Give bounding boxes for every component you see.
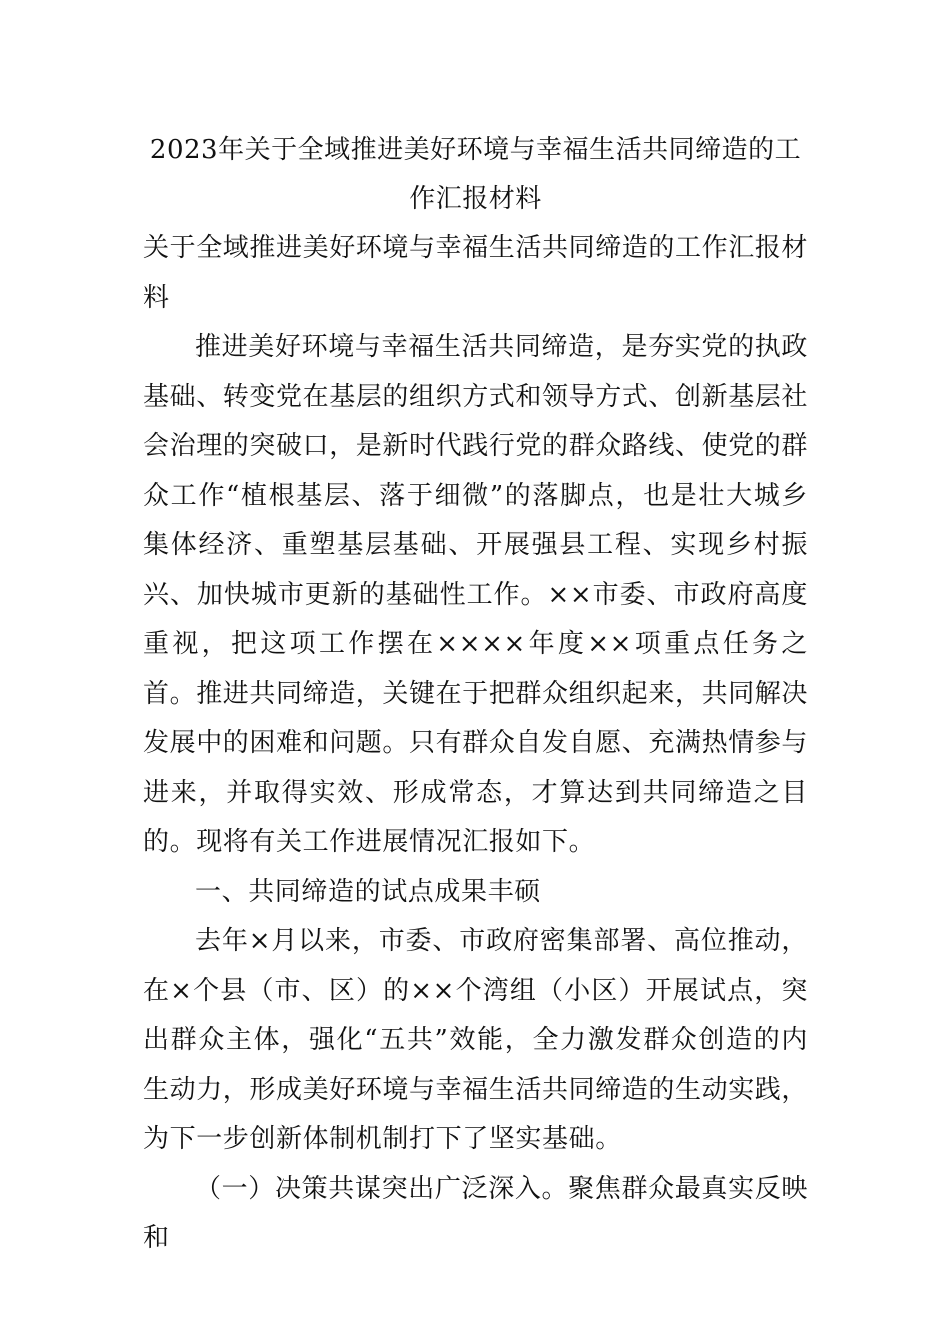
paragraph-intro: 推进美好环境与幸福生活共同缔造，是夯实党的执政基础、转变党在基层的组织方式和领导方式、创新基层社会治理的突破口，是新时代践行党的群众路线、使党的群众工作“植根基层、落于细微”的落脚点，也是壮大城乡集体经济、重塑基层基础、开展强县工程、实现乡村振兴、加快城市更新的基础性工作。××市委、市政府高度重视，把这项工作摆在××××年度××项重点任务之首。推进共同缔造，关键在于把群众组织起来，共同解决发展中的困难和问题。只有群众自发自愿、充满热情参与进来，并取得实效、形成常态，才算达到共同缔造之目的。现将有关工作进展情况汇报如下。 <box>143 332 809 857</box>
document-body <box>143 126 808 1264</box>
document-title: 2023年关于全域推进美好环境与幸福生活共同缔造的工作汇报材料 <box>149 135 802 214</box>
paragraph-section-1: 去年×月以来，市委、市政府密集部署、高位推动，在×个县（市、区）的××个湾组（小区）开展试点，突出群众主体，强化“五共”效能，全力激发群众创造的内生动力，形成美好环境与幸福生活共同缔造的生动实践，为下一步创新体制机制打下了坚实基础。 <box>143 926 809 1154</box>
section-heading-1: 一、共同缔造的试点成果丰硕 <box>195 876 541 907</box>
document-subtitle: 关于全域推进美好环境与幸福生活共同缔造的工作汇报材料 <box>143 233 809 313</box>
paragraph-subsection-1: （一）决策共谋突出广泛深入。聚焦群众最真实反映和 <box>143 1173 808 1253</box>
